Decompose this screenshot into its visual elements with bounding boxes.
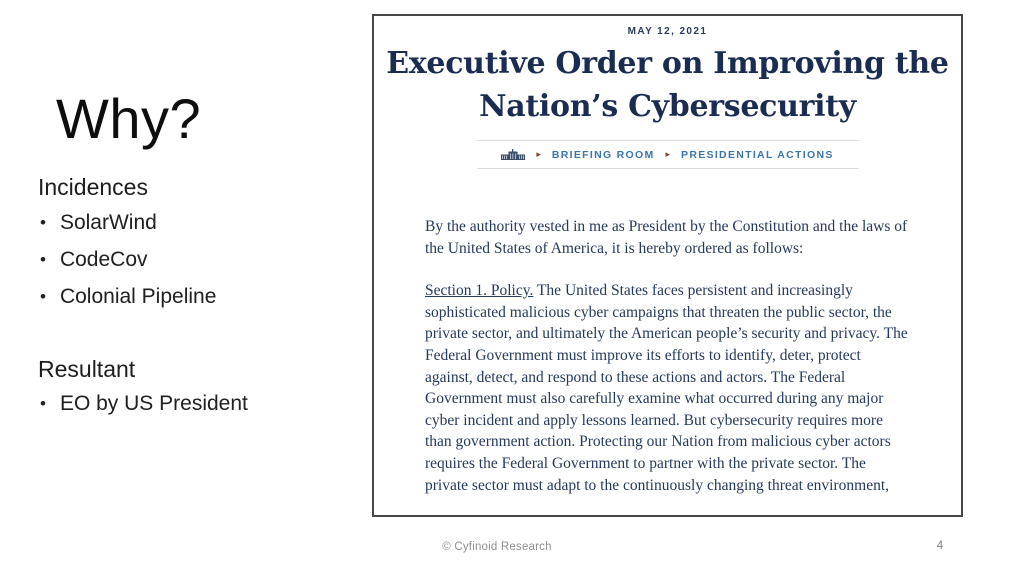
breadcrumb-link-briefing-room[interactable]: BRIEFING ROOM [551, 148, 655, 161]
bullet-list-incidences [40, 211, 216, 322]
bullet-label: SolarWind [59, 211, 157, 234]
eo-page-title [374, 42, 961, 128]
bullet-label: Colonial Pipeline [59, 285, 217, 308]
chevron-right-icon: ▸ [536, 149, 541, 159]
eo-paragraph: By the authority vested in me as President by the Constitution and the laws of the United States of America, it is hereby ordered as follows: [425, 218, 908, 257]
bullet-label: EO by US President [59, 392, 248, 415]
eo-title-line-2: Nation’s Cybersecurity [479, 89, 856, 124]
eo-title-line-1: Executive Order on Improving the [386, 46, 949, 81]
slide-title: Why? [56, 87, 202, 150]
bullet-icon: • [40, 287, 46, 306]
page-number: 4 [936, 540, 944, 552]
bullet-icon: • [40, 250, 46, 269]
breadcrumb-link-presidential-actions[interactable]: PRESIDENTIAL ACTIONS [681, 148, 834, 161]
bullet-label: CodeCov [59, 248, 148, 271]
section-heading-resultant: Resultant [38, 356, 136, 382]
eo-section-body: The United States faces persistent and increasingly sophisticated malicious cyber campaigns that threaten the public sector, the private sector, and ultimately the American people’s security and privacy. The Federal Government must improve its efforts to identify, deter, protect against, detect, and respond to these actions and actors. The Federal Government must also carefully examine what occurred during any major cyber incident and apply lessons learned. But cybersecurity requires more than government action. Protecting our Nation from malicious cyber actors requires the Federal Government to partner with the private sector. The private sector must adapt to the continuously changing threat environment, [425, 282, 908, 494]
breadcrumb [477, 140, 859, 169]
list-item [40, 285, 216, 322]
white-house-icon [501, 149, 525, 160]
eo-date: MAY 12, 2021 [627, 26, 708, 37]
chevron-right-icon: ▸ [665, 149, 671, 159]
bullet-list-resultant [40, 392, 248, 429]
list-item [40, 211, 216, 248]
eo-paragraph [425, 280, 911, 496]
bullet-icon: • [40, 213, 46, 232]
list-item [40, 248, 216, 285]
eo-section-heading: Section 1. Policy. [425, 282, 534, 300]
section-heading-incidences: Incidences [38, 174, 148, 200]
bullet-icon: • [40, 394, 46, 413]
footer-copyright: © Cyfinoid Research [442, 541, 552, 553]
list-item [40, 392, 248, 429]
eo-screenshot-card [372, 14, 963, 517]
eo-body-text [425, 216, 911, 496]
